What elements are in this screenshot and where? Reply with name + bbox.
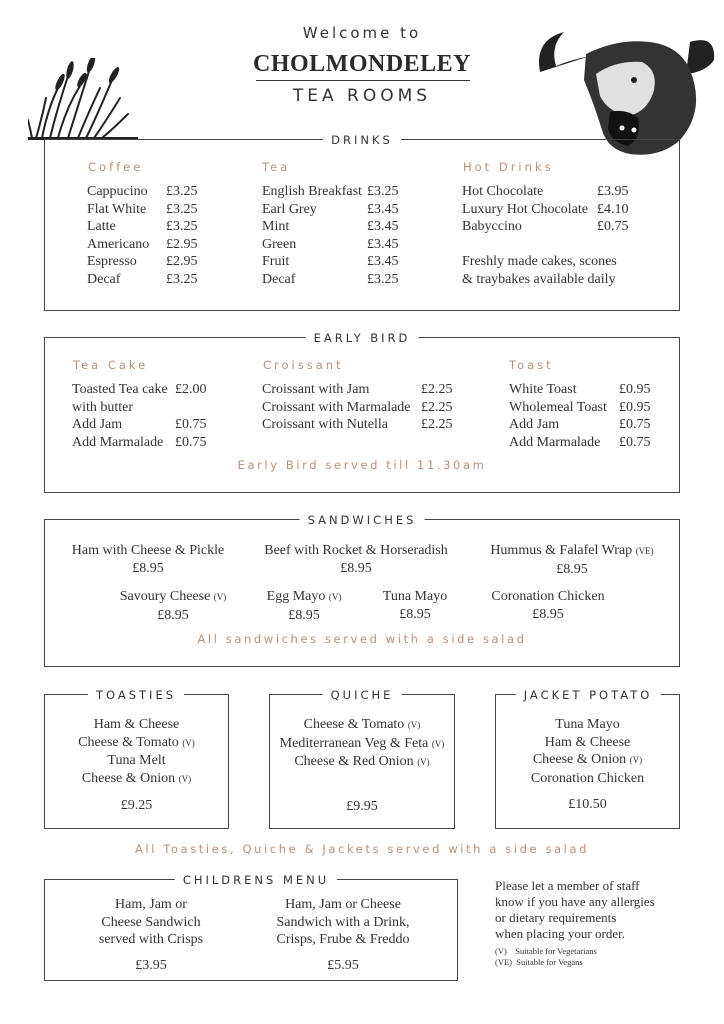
vegetarian-key: (V) Suitable for Vegetarians — [495, 946, 597, 956]
vegetarian-tag: (V) — [417, 757, 430, 767]
drinks-title: DRINKS — [323, 133, 401, 147]
vegetarian-tag: (V) — [629, 755, 643, 765]
menu-item-name: Hot Chocolate — [462, 184, 544, 199]
menu-item-name: Espresso — [87, 254, 137, 269]
menu-item-name: Decaf — [262, 271, 296, 287]
quiche-name: Cheese & Tomato — [303, 717, 405, 732]
sandwich-name: Coronation Chicken — [491, 589, 605, 604]
childrens-item-line: Ham, Jam or Cheese — [285, 897, 401, 912]
menu-item-name: Babyccino — [462, 219, 522, 234]
childrens-item-price: £5.95 — [327, 957, 359, 973]
vegan-key: (VE) Suitable for Vegans — [495, 957, 583, 967]
toasties-title: TOASTIES — [88, 688, 184, 702]
sandwich-item — [256, 588, 352, 624]
cakes-note-line: & traybakes available daily — [462, 271, 616, 287]
childrens-item-line: Sandwich with a Drink, — [276, 914, 410, 930]
sandwich-item — [370, 588, 460, 623]
allergy-line: Please let a member of staff — [495, 878, 640, 893]
sandwich-price: £8.95 — [157, 607, 189, 623]
sandwich-price: £8.95 — [399, 606, 431, 622]
menu-item-price: £3.45 — [367, 219, 399, 234]
vegetarian-tag: (V) — [407, 720, 421, 730]
toast-names — [509, 381, 607, 451]
jacket-potato-title: JACKET POTATO — [516, 688, 661, 702]
sandwich-name: Hummus & Falafel Wrap — [490, 543, 633, 558]
menu-item-price: £0.75 — [175, 434, 207, 450]
allergy-info — [495, 878, 655, 968]
coffee-prices — [166, 183, 198, 288]
menu-item-name: Croissant with Nutella — [262, 417, 388, 432]
hot-drinks-prices — [597, 183, 629, 236]
childrens-item — [76, 896, 226, 974]
jacket-price: £10.50 — [568, 797, 607, 812]
menu-item-price: £3.25 — [166, 184, 198, 199]
side-salad-note: All Toasties, Quiche & Jackets served with a side salad — [134, 842, 590, 856]
sandwich-name: Ham with Cheese & Pickle — [71, 543, 225, 558]
brand-name: CHOLMONDELEY — [252, 51, 471, 77]
brand-subtitle: TEA ROOMS — [292, 86, 432, 106]
jacket-name: Coronation Chicken — [530, 770, 645, 786]
sandwich-price: £8.95 — [340, 560, 372, 576]
menu-item-price — [175, 399, 207, 417]
menu-item-price: £4.10 — [597, 201, 629, 217]
menu-item-price: £2.25 — [421, 417, 453, 432]
menu-item-price: £0.75 — [175, 417, 207, 432]
quiche-price: £9.95 — [346, 798, 378, 814]
sandwich-price: £8.95 — [132, 560, 164, 576]
menu-item-price: £3.25 — [166, 219, 198, 234]
sandwich-name: Beef with Rocket & Horseradish — [264, 543, 448, 558]
sandwich-item — [108, 588, 238, 624]
sandwich-item — [478, 588, 618, 623]
menu-item-name: Americano — [87, 236, 150, 252]
tea-names — [262, 183, 362, 288]
menu-item-price: £3.45 — [367, 201, 399, 217]
menu-item-price: £3.25 — [166, 201, 198, 217]
tea-prices — [367, 183, 399, 288]
menu-item-name: Toasted Tea cake — [72, 382, 168, 397]
quiche-name: Cheese & Red Onion — [294, 754, 414, 769]
tea-cake-prices — [175, 381, 207, 451]
menu-item-price: £0.75 — [619, 417, 651, 432]
sandwich-item — [476, 542, 668, 578]
childrens-item-line: Ham, Jam or — [115, 897, 187, 912]
menu-item-price: £2.25 — [421, 399, 453, 415]
menu-item-price: £0.75 — [597, 219, 629, 234]
toasties-price: £9.25 — [120, 798, 153, 813]
croissant-names — [262, 381, 411, 434]
sandwiches-title: SANDWICHES — [300, 513, 425, 527]
quiche-list — [269, 716, 455, 815]
childrens-item-line: Crisps, Frube & Freddo — [276, 932, 410, 947]
jacket-name: Cheese & Onion — [532, 752, 627, 767]
menu-item-price: £3.45 — [367, 254, 399, 269]
menu-item-name: Latte — [87, 219, 116, 234]
childrens-menu-title: CHILDRENS MENU — [175, 873, 337, 887]
early-bird-note: Early Bird served till 11.30am — [237, 458, 487, 472]
welcome-text: Welcome to — [302, 24, 422, 42]
toast-prices — [619, 381, 651, 451]
menu-item-name: Green — [262, 236, 297, 252]
brand-divider — [256, 80, 470, 81]
childrens-item-line: Cheese Sandwich — [101, 914, 201, 930]
toast-label: Toast — [509, 358, 554, 372]
coffee-names — [87, 183, 149, 288]
vegetarian-tag: (V) — [328, 592, 342, 602]
sandwich-item — [256, 542, 456, 577]
vegetarian-tag: (V) — [431, 738, 445, 749]
menu-item-name: Decaf — [87, 271, 121, 287]
menu-item-name: Mint — [262, 219, 290, 234]
menu-item-price: £0.95 — [619, 382, 651, 397]
menu-item-price: £3.25 — [367, 184, 399, 199]
wheat-grass-icon — [28, 58, 138, 140]
hot-drinks-names — [462, 183, 588, 236]
toastie-name: Tuna Melt — [107, 753, 166, 768]
coffee-label: Coffee — [88, 160, 144, 174]
sandwich-name: Savoury Cheese — [119, 589, 211, 604]
menu-item-price: £3.95 — [597, 184, 629, 199]
tea-cake-names — [72, 381, 168, 451]
menu-item-price: £3.45 — [367, 236, 399, 252]
toastie-name: Ham & Cheese — [93, 717, 180, 732]
menu-item-price: £3.25 — [166, 271, 198, 287]
menu-item-price: £2.95 — [166, 254, 198, 269]
jacket-name: Tuna Mayo — [555, 717, 620, 732]
menu-item-name: Add Jam — [509, 417, 560, 432]
sandwich-price: £8.95 — [556, 561, 588, 577]
menu-item-name: Earl Grey — [262, 201, 317, 217]
vegetarian-tag: (V) — [182, 737, 195, 748]
vegan-tag: (VE) — [635, 546, 654, 556]
hot-drinks-label: Hot Drinks — [463, 160, 554, 174]
toastie-name: Cheese & Onion — [81, 770, 176, 786]
toastie-name: Cheese & Tomato — [78, 734, 179, 750]
sandwich-price: £8.95 — [288, 607, 320, 623]
menu-item-price: £0.95 — [619, 399, 651, 415]
allergy-line: know if you have any allergies — [495, 894, 655, 909]
sandwich-price: £8.95 — [532, 606, 564, 622]
jacket-name: Ham & Cheese — [544, 734, 631, 750]
menu-item-price: £0.75 — [619, 434, 651, 450]
menu-item-name: English Breakfast — [262, 184, 362, 199]
menu-item-name: with butter — [72, 399, 134, 415]
sandwich-item — [66, 542, 230, 577]
tea-label: Tea — [262, 160, 291, 174]
menu-item-name: Add Jam — [72, 417, 123, 432]
sandwich-name: Egg Mayo — [266, 589, 326, 604]
allergy-line: or dietary requirements — [495, 910, 617, 925]
cakes-note — [462, 253, 617, 288]
tea-cake-label: Tea Cake — [73, 358, 149, 372]
menu-item-price: £2.25 — [421, 382, 453, 397]
toasties-list — [44, 716, 229, 815]
menu-item-name: White Toast — [509, 382, 577, 397]
croissant-label: Croissant — [263, 358, 344, 372]
menu-item-name: Croissant with Jam — [262, 382, 370, 397]
cakes-note-line: Freshly made cakes, scones — [462, 254, 617, 269]
childrens-item-price: £3.95 — [135, 957, 167, 973]
menu-item-price: £2.95 — [166, 236, 198, 252]
allergy-line: when placing your order. — [495, 926, 625, 941]
menu-item-name: Luxury Hot Chocolate — [462, 201, 588, 217]
menu-item-price: £2.00 — [175, 382, 207, 397]
childrens-item-line: served with Crisps — [98, 932, 204, 947]
jacket-potato-list — [495, 716, 680, 814]
menu-item-name: Add Marmalade — [72, 434, 164, 450]
menu-item-name: Croissant with Marmalade — [262, 399, 411, 415]
menu-item-price: £3.25 — [367, 271, 399, 287]
menu-item-name: Wholemeal Toast — [509, 399, 607, 415]
croissant-prices — [421, 381, 453, 434]
vegetarian-tag: (V) — [178, 773, 192, 784]
childrens-item — [258, 896, 428, 974]
quiche-title: QUICHE — [323, 688, 402, 702]
menu-item-name: Add Marmalade — [509, 434, 601, 450]
quiche-name: Mediterranean Veg & Feta — [279, 735, 429, 751]
sandwich-name: Tuna Mayo — [382, 589, 448, 604]
menu-item-name: Flat White — [87, 201, 147, 217]
menu-item-name: Fruit — [262, 254, 290, 269]
sandwiches-note: All sandwiches served with a side salad — [197, 632, 527, 646]
early-bird-title: EARLY BIRD — [306, 331, 419, 345]
menu-item-name: Cappucino — [87, 184, 148, 199]
vegetarian-tag: (V) — [213, 592, 227, 602]
